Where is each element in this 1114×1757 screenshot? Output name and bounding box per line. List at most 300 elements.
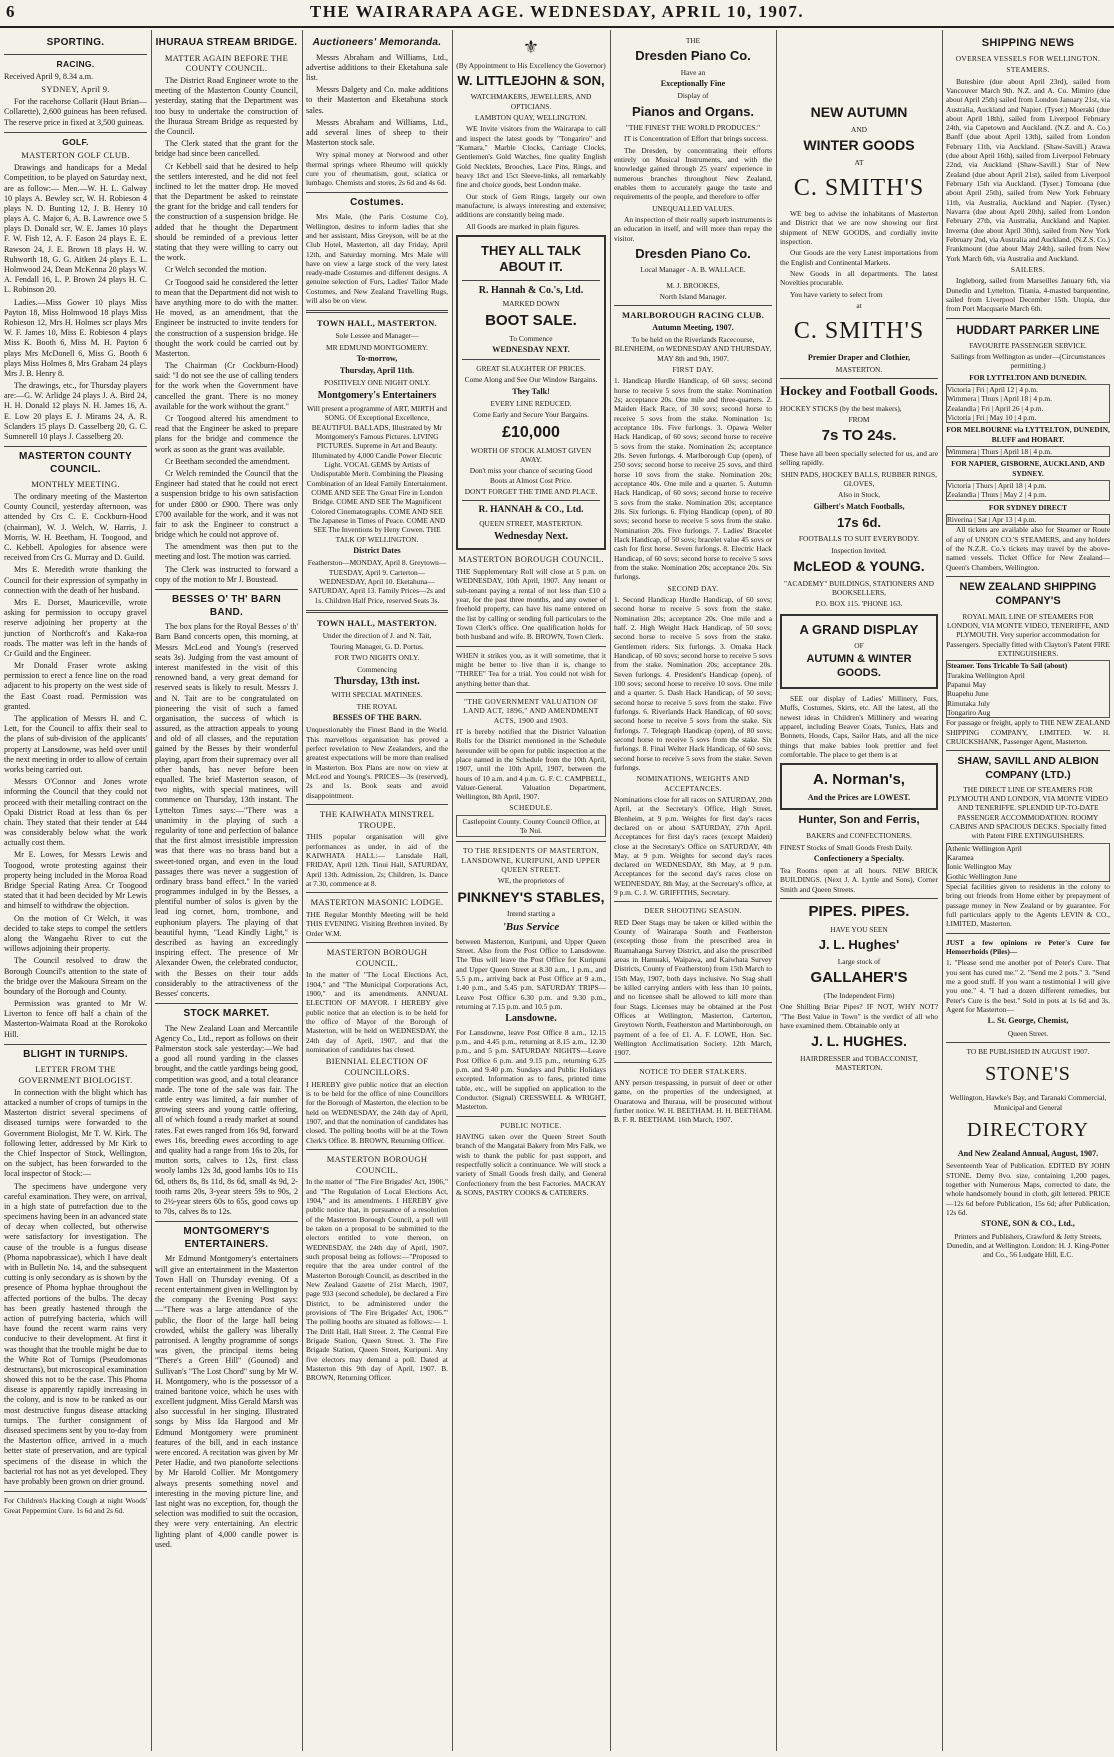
ad-body: All tickets are available also for Steamer or Route of any of UNION CO.'S STEAMERS, and any holders of the N.Z.R. Co.'s tickets may travel by the above-named vessels. Ticket Office for New Zealand—Queen's Chambers, Wellington. [946,525,1110,572]
ad-line: FROM [848,414,870,424]
ad-body: 1. "Please send me another pot of Peter's Cure. That you sent has cured me." 2. "Send me 2 pots." 3. "Send me a good stuff. If you want a testimonial I will give you one." 4. "I had a dozen different remedies, but Peter's Cure is the best." Sold in pots at 1s 6d and 3s. Agent for Masterton— [946,958,1110,1015]
article-headline: BESSES O' TH' BARN BAND. [171,594,282,618]
sailing-table [946,446,1110,457]
ad-line: Display of [677,91,709,101]
ad-line: (By Appointment to His Excellency the Governor) [456,60,606,70]
grand-display-box [780,614,938,689]
divider [946,318,1110,319]
ad-body: Our Goods are the very Latest importations from the English and Continental Markets. [780,248,938,267]
ad-line: £10,000 [502,423,560,441]
ad-line: WE, the proprietors of [497,876,565,886]
paragraph: Cr Toogood altered his amendment to read that the Engineer be asked to prepare plans for the bridge and commence the work as soon as the grant was available. [155,414,298,454]
sailing-table [946,660,1110,718]
ad-heading: TOWN HALL, MASTERTON. [317,318,437,329]
ad-line: EVERY LINE REDUCED. [490,398,572,408]
ad-body: These have all been specially selected for us, and are selling rapidly. [780,449,938,468]
ad-line: TO BE PUBLISHED IN AUGUST 1907. [966,1046,1090,1056]
divider [306,892,448,893]
divider [462,359,600,360]
ad-title: DIRECTORY [967,1119,1089,1142]
ad-line: FOR SYDNEY DIRECT [988,502,1068,512]
sailing-table [946,384,1110,423]
notice-heading: MASTERTON BOROUGH COUNCIL. [458,554,604,565]
ad-line: Confectionery a Specialty. [813,853,905,863]
ad-body: between Masterton, Kuripuni, and Upper Queen Street. Also from the Post Office to Lansdowne. The 'Bus will leave the Post Office for Kuripuni and Upper Queen Street at 8.30 a.m., 1 p.m., and 5.5 p.m., arriving back at Post Office at 9 a.m., 1.40 p.m., and 5.45 p.m. SATURDAY TRIPS—Leave Post Office 6.30 p.m. and 9.30 p.m., returning at 7.15 p.m. and 10.5 p.m. [456,936,606,1011]
notice-heading: BIENNIAL ELECTION OF COUNCILLORS. [325,1056,429,1078]
table-row: Ruapehu June [947,689,989,699]
ad-body: Unquestionably the Finest Band in the World. This marvellous organisation has proved a perfect revelation to New Zealanders, and the greatest expectations will be more than realised in Masterton. Box Plans are now on view at McLeod and Young's. PRICES—3s (reserved), 2s and 1s. Book seats and avoid disappointment. [306,725,448,800]
ad-line: THE ROYAL [356,701,398,711]
ad-body: The Dresden, by concentrating their efforts entirely on Musical Instruments, and with the knowledge gained through 25 years' experience in numerous branches throughout New Zealand, enables them to accurately gauge the taste and requirements of the people, and therefore to offer [614,145,772,202]
paragraph: Mr Donald Fraser wrote asking permission to erect a fence line on the road adjacent to his property on the west side of the East Coast road. Permission was granted. [4,661,147,711]
ad-title: THEY ALL TALK ABOUT IT. [481,242,581,275]
ad-body: HOCKEY STICKS (by the best makers), [780,403,902,413]
column-rule [776,30,777,1751]
column-rule [452,30,453,1751]
ad-heading: MARLBOROUGH RACING CLUB. [621,310,765,321]
ad-line: HAVE YOU SEEN [830,924,888,934]
column-rule [302,30,303,1751]
section-heading: SHIPPING NEWS [981,37,1075,49]
ad-line: They Talk! [512,386,550,396]
ad-title: Dresden Piano Co. [635,48,751,64]
ad-line: Come Early and Secure Your Bargains. [473,410,589,420]
notice-body: In the matter of "The Local Elections Act, 1904," and "The Municipal Corporations Act, 1900," and its amendments. ANNUAL ELECTION OF MAYOR. I HEREBY give public notice that an election is to be held for the office of Mayor of the Borough of Masterton, will be held on WEDNESDAY, the 24th day of April, 1907, and that the nomination of candidates has closed. [306,970,448,1055]
column-4 [456,34,606,1751]
ad-line: MR EDMUND MONTGOMERY. [326,342,428,352]
paragraph: The specimens have undergone very careful examination. They were, on arrival, in a high state of putrefaction due to the specimens having been in an advanced state of decay when collected, but otherwise were satisfactory for investigation. The cause of the trouble is a fungus disease (Phoma napobrassicae), which I have dealt with in Bulletin No. 14, and the subsequent cutting is only secondary as is shown by the presence of Phoma hyphae throughout the affected portions of the bulbs. The decay has been greatly hastened through the action of putrefying bacteria, which will have found the recent warm rains very conducive to their development. At first it was thought that the trouble might be due to the White Rot of Turnips (Pseudomonas destructans), but microscopical examination showed this not to be the case. This Phoma disease is apparently rapidly increasing in the colony, and is now to be ranked as our most destructive fungus disease attacking turnips. The further consignment of diseased specimens sent by you to-day from the Masterton office, arrived in a much better state of preservation, and are typical specimens of the disease in which the bacterial rot has not as yet developed. They have probably been grown on drier ground. [4,1181,147,1486]
ad-line: Wednesday Next. [494,530,568,542]
table-row: Victoria | Fri | May 10 | 4 p.m. [947,413,1037,423]
column-6 [780,34,938,1751]
divider [155,1221,298,1222]
page-number: 6 [6,2,15,21]
section-subheading: GOLF. [62,136,89,147]
ad-subtitle: District Dates [353,546,401,556]
ad-body: WE Invite visitors from the Wairarapa to call and inspect the latest goods by "Tongariro" and "Kumara." Marble Clocks, Carriage Clocks, Gentlemen's Gold Watches, fine quality English Gold Necklets, Brooches, Lace Pins, Rings, and heavy 18ct and 15ct Sleeve-links, all remarkably fine and choice goods, best London make. [456,124,606,190]
ad-body: ROYAL MAIL LINE OF STEAMERS FOR LONDON, VIA MONTE VIDEO, TENERIFFE, AND PLYMOUTH. Very superior accommodation for Passengers. Specially fitted with Clayton's Patent FIRE EXTINGUISHERS. [946,611,1110,659]
ad-line: Intend starting a [506,909,556,919]
article-subtitle: LETTER FROM THE GOVERNMENT BIOLOGIST. [18,1064,133,1086]
article-headline: STOCK MARKET. [183,1008,270,1020]
divider [946,576,1110,577]
paragraph: Buteshire (due about April 23rd), sailed from Vancouver March 9th. N.Z. and A. Co. Mimiro (due about April 25th) sailed from London January 21st, via Australia, Auckland and Napier. (Tyser.) Moeraki (due about April 18th), sailed from Liverpool February 24th, via Capetown and Auckland. (N.Z. and A. Co.) Banff (due about April 13th), sailed from London February 11th, via Auckland. (Shaw-Savill.) Arawa (due about April 16th), sailed from Liverpool February 22nd, via Auckland (Shaw-Savill.) Star of New Zealand (due about April 21st), sailed from Liverpool February 15th via Auckland. (Tyser.) Tomoana (due about April 25th), sailed from New York February 11th, via Australia, Auckland and Napier. (Tyser.) Navarra (due about April 20th), sailed from London February 27th, via Australia, Auckland and Napier. Inverna (due about April 30th), sailed from New York February 2nd, via Australia and Auckland. (N.Z.S. Co.) Frankmount (due about May 24th), sailed from New York March 6th, via Australia and Auckland. [946,76,1110,263]
sailing-table [946,514,1110,525]
ad-body: THE DIRECT LINE OF STEAMERS FOR PLYMOUTH AND LONDON, VIA MONTE VIDEO AND TENERIFFE. SPLENDID UP-TO-DATE PASSENGER ACCOMMODATION. ROOMY CABINS AND SPACIOUS DECKS. Specially fitted with Patent FIRE EXTINGUISHERS. [948,784,1108,841]
table-header: Steamer. Tons Tricable To Sail (about) [947,661,1068,671]
column-rule [610,30,611,1751]
notice-heading: SCHEDULE. [509,803,553,813]
notice-body: In the matter of "The Fire Brigades' Act, 1906," and "The Regulation of Local Elections Act, 1904," and its amendments. I HEREBY give public notice that, in pursuance of a resolution of the Masterton Borough Council, a poll will be taken on a proposal to be submitted to the electors entitled to vote thereon, on WEDNESDAY, the 24th day of April, 1907, such proposal being as follows:—"Proposed to require that the area under control of the Masterton Borough Council, as described in the New Zealand Gazette of 21st March, 1907, page 933 (second schedule), be declared a Fire District, to be administered under the provisions of 'The Fire Brigades' Act, 1906.'" The polling booths are situated as follows:— 1. The Drill Hall, Hall Street. 2. The Central Fire Brigade Station, Queen Street. 3. The Fire Brigade Station, Queen Street, Kuripuni. Any five electors may demand a poll. Dated at Masterton this 9th day of April, 1907. B. BROWN, Returning Officer. [306,1177,448,1383]
ad-heading: THE KAIWHATA MINSTREL TROUPE. [319,808,435,830]
ad-body: One Shilling Briar Pipes? IF NOT, WHY NOT? "The Best Value in Town" is the verdict of all who have examined them. Obtainable only at [780,1002,938,1030]
ad-line: FOR MELBOURNE via LYTTELTON, DUNEDIN, BLUFF and HOBART. [946,425,1110,444]
ad-title: Dresden Piano Co. [635,245,751,261]
table-row: Papanui May [947,680,987,690]
table-row: Victoria | Fri | April 12 | 4 p.m. [947,385,1039,395]
paragraph: Mrs E. Dorset, Mauriceville, wrote asking for permission to occupy gravel reserve adjoining her property at the junction of Northcroft's and Kaka-roa roads. The matter was left in the hands of Cr Guild and the Engineer. [4,597,147,658]
table-row: Athenic Wellington April [947,843,1022,853]
ad-title: J. L. Hughes' [818,937,900,953]
divider [4,1044,147,1045]
paragraph: The ordinary meeting of the Masterton County Council, yesterday afternoon, was attended by Crs C. E. Cockburn-Hood (chairman), W. J. Welch, W. Harris, J. Morris, W. H. Beetham, H. Toogood, and C. Kebbell. Apologies for absence were received from Crs G. Murray and D. Guild. [4,492,147,563]
table-row: Riverina | Sat | Apr 13 | 4 p.m. [947,515,1037,525]
ad-title: McLEOD & YOUNG. [793,557,925,574]
section-subheading: OVERSEA VESSELS FOR WELLINGTON. [955,53,1101,63]
ad-line: Under the direction of J. and N. Tait, [322,630,432,640]
ad-line: OF [854,640,864,650]
table-row: Wimmera | Thurs | April 18 | 4 p.m. [947,394,1052,404]
ad-line: SHIN PADS, HOCKEY BALLS, RUBBER RINGS, GLOVES, [781,469,937,489]
article-headline: IHURAUA STREAM BRIDGE. [155,37,298,48]
divider [306,804,448,805]
ad-line: WEDNESDAY NEXT. [492,344,570,354]
divider [462,500,600,501]
notice-body: I HEREBY give public notice that an election is to be held for the office of nine Councillors for the Borough of Masterton, the election to be held on WEDNESDAY, the 24th day of April, 1907, and that the nomination of candidates has closed. The polling booths will be at the Town Clerk's Office. B. BROWN, Returning Officer. [306,1079,448,1145]
divider [306,610,448,613]
paragraph: Cr Kebbell said that he desired to help the settlers interested, and he did not feel inclined to let the matter drop. He moved that the Department be asked to reinstate the grant for the bridge and call tenders for the construction of a suspension bridge. He added that he thought the Department should be reminded of a previous letter stating that they were willing to carry out the work. [155,161,298,263]
ad-body: Special facilities given to residents in the colony to bring out friends from Home either by prepayment of passage money in New Zealand or by guarantee. For full particulars apply to the Agents LEVIN & CO., LIMITED, Masterton. [946,882,1110,929]
ad-title: NEW ZEALAND SHIPPING COMPANY'S [959,581,1097,607]
paragraph: For the racehorse Collarit (Haut Brian—Collarette), 2,600 guineas has been refused. The reserve price in fixed at 3,500 guineas. [4,97,147,127]
paragraph: The application of Messrs H. and C. Lett, for the Council to affix their seal to the plans of sub-division of the applicants' property at Lansdowne, was held over until the next meeting in order to allow of certain works being carried out. [4,714,147,774]
divider [614,1062,772,1063]
ad-line: BESSES OF THE BARN. [332,713,422,723]
schedule-row: Castlepoint County. County Council Office, at Te Nui. [456,815,606,838]
ad-line: Commencing [357,664,397,674]
divider [306,192,448,193]
paragraph: The amendment was then put to the meeting and lost. The motion was carried. [155,542,298,562]
section-subheading: STEAMERS. [1006,65,1050,75]
divider [456,841,606,842]
ad-line: Large stock of [837,956,881,966]
paragraph: The Council resolved to draw the Borough Council's attention to the state of the bridge over the Makoura Stream on the boundary of the Borough and County. [4,956,147,996]
ad-body: THE Regular Monthly Meeting will be held THIS EVENING. Visiting Brethren invited. By Order W.M. [306,910,448,938]
ad-line: DON'T FORGET THE TIME AND PLACE. [464,487,598,497]
ad-line: Thursday, 13th inst. [334,675,420,687]
column-3 [306,34,448,1751]
ad-body: Nominations close for all races on SATURDAY, 20th April, at the Secretary's Office, High Street, Blenheim, at 9 p.m. Weights for first day's races declared on or about SATURDAY, 27th April. Acceptances for first day's races (except Maiden) close at the Secretary's Office on SATURDAY, 4th May, at 9 p.m. Weights for second day's races declared on WEDNESDAY, 8th May, at 9 p.m. Acceptances for the second day's races close on WEDNESDAY, 8th May, at the Secretary's office, at 9 p.m. C. J. W. GRIFFITHS, Secretary. [614,794,772,898]
section-subheading: RACING. [56,58,95,69]
masthead [0,0,1114,28]
ad-line: Also in Stock, [837,490,881,500]
ad-title: Pianos and Organs. [631,103,755,119]
ad-title: AUTUMN & WINTER GOODS. [806,653,912,680]
ad-body: JUST a few opinions re Peter's Cure for Hemorrhoids (Piles)— [946,937,1110,957]
ad-body: THIS popular organisation will give performances as under, in aid of the KAIWHATA HALL:— Lansdale Hall, FRIDAY, April 12th. Tinui Hall, SATURDAY, April 13th. Admission, 2s; Children, 1s. Dance at 7.30, commence at 8. [306,832,448,888]
divider [780,378,938,379]
ad-body: Our stock of Gem Rings, largely our own manufacture, is always interesting and extensive; additions are constantly being made. [456,191,606,220]
table-row: Wimmera | Thurs | April 18 | 4 p.m. [947,447,1052,457]
section-heading: SPORTING. [46,37,105,48]
divider [462,280,600,281]
ad-title: SHAW, SAVILL AND ALBION COMPANY (LTD.) [957,755,1099,781]
ad-line: To Commence [509,333,553,343]
ad-line: MASTERTON. [835,364,883,374]
divider [306,310,448,313]
column-rule [151,30,152,1751]
divider [946,1042,1110,1043]
ad-body: Seventeenth Year of Publication. EDITED BY JOHN STONE. Demy 8vo. size, containing 1,200 pages, together with Numerous Maps, corrected to date, the whole handsomely bound in cloth, gilt lettered. PRICE—12s 6d before Publication, 15s 6d; after Publication, 12s 6d. [946,1161,1110,1218]
paragraph: Messrs O'Connor and Jones wrote informing the Council that they could not proceed with their metalling contract on the Opaki District Road at less than 6s per chain. They stated that their tender at £44 was considerably below what the work actually cost them. [4,777,147,848]
ad-line: And the Prices are LOWEST. [807,793,911,803]
article-headline: Auctioneers' Memoranda. [312,37,442,48]
ad-title: PIPES. PIPES. [808,903,910,921]
ad-line: WATCHMAKERS, JEWELLERS, AND OPTICIANS. [470,92,592,111]
paragraph: On the motion of Cr Welch, it was decided to take steps to compel the settlers along the Wangaehu River to cut the willows adjoining their property. [4,913,147,954]
ad-subtitle: Autumn Meeting, 1907. [652,322,734,332]
paragraph: The box plans for the Royal Besses o' th' Barn Band concerts open, this morning, at Messrs McLeod and Young's (reserved seats 3s). Judging from the vast amount of interest manifested in the visit of this renowned band, a very great demand for reserved seats is likely to result. Messrs J. and N. Tait are to be congratulated on pioneering the visit of such a famed organisation, the success of which is assured, as the attraction appeals to young and old of all classes, and the reputation gained by the Besses by their wonderful playing, apart from their supremacy over all other bands, has never before been equalled. The brief Masterton season, of two nights, with special matinees, will commence on Thursday, 13th instant. The Lyttelton Times says:—"There was a unanimity in the playing of such a regularity of tone and perfection of balance that the first almost irresistible impression was that there was no brass band but a sweet-toned organ, and even in the loud passages there was never a suggestion of ordinary brass band effect." In the varied programmes indulged in by the Besses, a plentiful number of solos is given by the lead ing cornet, horn, trombone, and euphonium players. The playing of that beautiful hymn, "Lead Kindly Light," is described as having an exceedingly inspiring effect. The presence of Mr Alexander Owen, the celebrated conductor, with the Besses on their tour adds considerably to the attractiveness of the Besses' concerts. [155,622,298,998]
norman-box [780,763,938,810]
divider [4,54,147,55]
ad-title: HUDDART PARKER LINE [956,322,1100,337]
ad-title: Montgomery's Entertainers [317,389,437,401]
ad-line: QUEEN STREET, MASTERTON. [479,519,583,529]
ad-subtitle: FIRST DAY. [672,365,714,375]
paragraph: Permission was granted to Mr W. Liverton to fence off half a chain of the Masterton-Waimata Road at the Rorokoko Hill. [4,999,147,1039]
ad-line: Gilbert's Match Footballs, [813,501,905,511]
paragraph: Mrs Male, (the Paris Costume Co), Wellington, desires to inform ladies that she and her assistant, Miss Greyson, will be at the Club Hotel, Masterton, all day Friday, April 12th, and Saturday morning. Mrs Male will have on view a large stock of the very latest ready-made Costumes and different designs. A genuine selection of Furs, Ladies' Tailor Made Costumes, and New Zealand Travelling Rugs, will also be on view. [306,212,448,306]
ad-title: WINTER GOODS [803,136,915,153]
table-row: Zealandia | Fri | April 26 | 4 p.m. [947,403,1044,413]
ad-body: 1. Handicap Hurdle Handicap, of 60 sovs; second horse to receive 5 sovs from the stake. Nomination 2s; acceptance 20s. One mile and three-quarters. 2. Maiden Hack Race, of 30 sovs; second horse to receive 5 sovs from the stake. Nomination 1s; acceptance 10s. Five furlongs. 3. Opawa Welter Hack Handicap, of 60 sovs; second horse to receive 5 sovs from the stake. Nomination 2s; acceptance 20s. Seven furlongs. 4. Marlborough Cup (open), of 250 sovs; second horse to receive 25 sovs, and third horse 10 sovs from the stake. Nomination 20s; acceptance 40s. One mile and a quarter. 5. Autumn Hack Handicap, of 60 sovs; second horse to receive 5 sovs from the stake. Nomination 20s; acceptance 20s. Six furlongs. 6. Flying Handicap (open), of 80 sovs; second horse to receive 5 sovs from the stake. Nomination 20s. Five furlongs. 7. Ladies' Bracelet Hack Handicap, of 50 sovs; bracelet value 45 sovs or cash for first horse. Seven furlongs. 8. Electric Hack Handicap, of 60 sovs; second horse to receive 5 sovs from the stake. Nomination 20s; acceptance 20s. Six furlongs. [614,376,772,582]
ad-subtitle: NOMINATIONS, WEIGHTS AND ACCEPTANCES. [636,774,750,793]
column-2 [155,34,298,1751]
ad-title: A. Norman's, [813,771,905,789]
ad-body: Printers and Publishers, Crawford & Jetty Streets, Dunedin, and at Wellington. London: H. J. King-Potter and Co., 56 Ludgate Hill, E.C. [946,1231,1110,1260]
ad-line: Don't miss your chance of securing Good Boots at Almost Cost Price. [469,466,593,485]
paragraph: Cr Welch reminded the Council that the Engineer had stated that he could not erect a suspension bridge to his own satisfaction for under £800 or £900. There was only £700 available for the work, and it was not fair to ask the Engineer to construct a bridge which he could not approve of. [155,468,298,540]
column-7 [946,34,1110,1751]
ad-line: Wellington, Hawke's Bay, and Taranaki Commercial, Municipal and General [949,1093,1107,1112]
paragraph: The District Road Engineer wrote to the meeting of the Masterton County Council, yesterday, stating that the Department was too busy to undertake the construction of the Ihuraua Stream Bridge as requested by the Council. [155,76,298,136]
ad-heading: TOWN HALL, MASTERTON. [317,617,437,628]
paragraph: The Clerk stated that the grant for the bridge had since been cancelled. [155,139,298,159]
divider [946,750,1110,751]
ad-line: THE [685,36,701,45]
ad-line: POSITIVELY ONE NIGHT ONLY. [324,378,430,388]
table-row: Gothic Wellington June [947,871,1017,881]
ad-line: "ACADEMY" BUILDINGS, STATIONERS AND BOOKSELLERS, [784,578,934,597]
divider [4,446,147,447]
ad-body: SEE our display of Ladies' Millinery, Furs, Muffs, Costumes, Skirts, etc. All the latest, all the newest ideas in Children's Millinery and wearing apparel, including Beaver Coats, Tunics, Hats and Bonnets, Hoods, Caps, Sailor Hats, and all the nice things that make babies look prettier and feel comfortable. The place to get them is at [780,693,938,759]
notice-heading: DEER SHOOTING SEASON. [644,906,742,916]
ad-body: Featherston—MONDAY, April 8. Greytown—TUESDAY, April 9. Carterton—WEDNESDAY, April 10. Eketahuna—SATURDAY, April 13. Family Prices—2s and 1s. Children Half Price, reserved Seats 3s. [307,558,447,605]
ad-title: STONE'S [985,1063,1071,1086]
ad-body: Tea Rooms open at all hours. NEW BRICK BUILDINGS. (Next J. A. Lyttle and Sons), Corner Smith and Queen Streets. [780,866,938,894]
ad-line: AT [854,157,864,167]
ad-line: (The Independent Firm) [823,990,895,1000]
sailing-table [946,843,1110,882]
ad-line: FOR NAPIER, GISBORNE, AUCKLAND, AND SYDNEY. [951,459,1105,478]
paragraph: Cr Beetham seconded the amendment. [165,456,290,466]
ad-title: C. SMITH'S [793,174,925,201]
ad-line: Inspection Invited. [831,545,887,555]
table-row: Karamea [947,853,974,863]
ad-line: Queen Street. [1007,1028,1049,1038]
ad-line: WORTH OF STOCK ALMOST GIVEN AWAY. [470,445,592,465]
ad-line: L. St. George, Chemist, [987,1016,1069,1026]
ad-body: IT is Concentration of Effort that brings success. [624,134,768,144]
article-headline: BLIGHT IN TURNIPS. [23,1048,128,1060]
notice-heading: NOTICE TO DEER STALKERS. [639,1066,747,1076]
divider [614,901,772,902]
ad-title: Hockey and Football Goods. [780,383,938,399]
notice-body: ANY person trespassing, in pursuit of deer or other game, on the properties of the undersigned, at Ouaratowa and Ihuraua, will be prosecuted without further notice. W. H. BEETHAM. H. H. BEETHAM. B. F. R. BEETHAM. 16th March, 1907. [614,1078,772,1125]
article-subtitle: MATTER AGAIN BEFORE THE COUNTY COUNCIL. [164,52,289,74]
column-1 [4,34,147,1751]
ad-line: Local Manager - A. B. WALLACE. [640,265,746,275]
ad-line: STONE, SON & CO., Ltd., [981,1219,1075,1229]
ad-line: at [856,301,862,311]
notice-heading: MASTERTON BOROUGH COUNCIL. [326,1154,428,1175]
ad-line: P.O. BOX 115. 'PHONE 163. [815,599,903,609]
article-headline: MONTGOMERY'S ENTERTAINERS. [183,1226,270,1250]
ad-line: Premier Draper and Clothier, [807,352,911,362]
ad-body: For Lansdowne, leave Post Office 8 a.m., 12.15 p.m., and 4.45 p.m., returning at 8.15 a.m., 12.30 p.m., and 5 p.m. SATURDAY NIGHTS—Leave Post Office 6 p.m. and 9.15 p.m., returning 6.25 p.m. and 9.40 p.m. Sundays and Public Holidays excepted. Information as to fares, printed time table, etc., will be supplied on application to the Conductor. (Signal) CRESSWELL & WRIGHT, Masterton. [456,1027,606,1112]
column-rule [942,30,943,1751]
table-row: Tongariro Aug [947,708,991,718]
dateline: SYDNEY, April 9. [41,84,110,95]
ad-price: 7s TO 24s. [821,427,897,445]
notice-heading: MASTERTON BOROUGH COUNCIL. [326,947,428,968]
paragraph: The drawings, etc., for Thursday players are:—G. W. Arlidge 24 plays J. A. Bird 24, H. H. Donald 12 plays N. H. James 16, A. E. Low 20 plays E. J. Mirams 24, A. R. Sclanders 15 plays D. Casselberg 20, G. C. Sumnerell 10 plays J. Casselberg 20. [4,381,147,442]
ad-body: For passage or freight, apply to THE NEW ZEALAND SHIPPING COMPANY, LIMITED. W. H. CRUICKSHANK, Passenger Agent, Masterton. [946,718,1110,747]
ad-line: Touring Manager, G. D. Portus. [330,641,424,651]
ad-title: PINKNEY'S STABLES, [457,888,605,905]
divider [946,933,1110,934]
ad-line: AND [850,124,867,134]
paragraph: Drawings and handicaps for a Medal Competition, to be played on Saturday next, are as follow:— Men.—W. H. L. Galway 10 plays A. Bewley scr, W. H. Robieson 4 plays N. D. Bunting 12, J. B. Henry 10 plays A. C. Major 6, A. B. Lawrence owe 5 plays D. Donald scr, W. E. James 10 plays F. W. Fish 12, A. F. Eason 24 plays E. E. Rawson 24, J. E. Brown 18 plays H. W. Ruhworth 18, G. G. Aitken 24 plays E. L. Holmwood 24, Dean McKenna 20 plays W. A. Fendall 16, L. P. Brown 24 plays H. C. L. Robinson 20. [4,163,147,295]
ad-body: An inspection of their really superb instruments is an education in itself, and will more than repay the visitor. [614,214,772,243]
paragraph: Cr Toogood said he considered the letter to mean that the Department did not wish to have anything more to do with the matter. He moved, as an amendment, that the Engineer be instructed to invite tenders for the construction of a suspension bridge. He thought the work could be carried out by Masterton. [155,277,298,358]
table-row: Ionic Wellington May [947,862,1012,872]
ad-body: All Goods are marked in plain figures. [466,221,580,231]
ad-line: UNEQUALLED VALUES. [652,203,734,213]
section-subheading: SAILERS. [1010,265,1046,275]
divider [155,1003,298,1004]
article-headline: MASTERTON COUNTY COUNCIL. [19,451,132,475]
divider [306,1149,448,1150]
ad-title: NEW AUTUMN [810,104,908,120]
ad-line: To-morrow, [356,353,398,363]
ad-body: Will present a programme of ART, MIRTH and SONG. Of Exceptional Excellence, BEAUTIFUL BALLADS, Illustrated by Mr Montgomery's Famous Pictures. LIVING PICTURES. Supreme in Art and Beauty. Illuminated by 4,000 Candle Power Electric Light. VOCAL GEMS by Artists of Undisputable Merit. Combining the Pleasing Combination of an Ideal Family Entertainment. COME AND SEE The Great Fire in London Bridge. COME AND SEE The Magnificent Colored Cinematographs. COME AND SEE The Japanese in Times of Peace. COME AND SEE The Inventions by Heny Cowen. THE TALK OF WELLINGTON. [306,404,448,544]
ad-line: MARKED DOWN [502,299,560,309]
article-subtitle: MASTERTON GOLF CLUB. [21,150,130,161]
ad-body: To be held on the Riverlands Racecourse, BLENHEIM, on WEDNESDAY AND THURSDAY, MAY 8th and 9th, 1907. [614,335,772,363]
divider [4,132,147,133]
ad-line: BAKERS and CONFECTIONERS. [806,831,912,841]
divider [4,1491,147,1492]
paragraph: The New Zealand Loan and Mercantile Agency Co., Ltd., report as follows on their Palmerston stock sale yesterday:—We had a good all round yarding in the classes brought, and the cattle yardings being good, competition was good, and a total clearance made. The tone of the sale was fair. The cattle entry was limited, a fair number of growing steers and young cattle offering, all of which found a ready market at sound rates. Fat ewes ranged from 16s 9d, forward ewes 16s, breeding ewes according to age and quality had a range from 16s to 20s, for mutton sorts, calves to 12s, first class wooly lambs 12s 3d, good lambs 10s to 11s 6d, others 8s, 8s 11d, 8s 6d, small 4s 9d, 2-tooth rams 20s, 3-year steers 59s to 90s, 2 to 2½-year steers 60s to 65s, good cows up to 70s, calves 8s to 12s. [155,1023,298,1217]
notice-body: RED Deer Stags may be taken or killed within the County of Wairarapa South and Featherston (excepting those from the prescribed area in Ruamahanga Survey District, and also the prescribed areas in Hamuaki, Waipawa, and Kaiwhata Survey Districts, County of Featherston) from 15th March to 15th May, 1907, both days inclusive. No Stag shall be killed carrying antlers with less than 10 points, and no licensee shall be allowed to kill more than four Stags. Licenses may be obtained at the Post Offices at Wellington, Masterton, Carterton, Greytown North, Featherston and Martinborough, on payment of a fee of £1. A. F. LOWE, Hon. Sec. Wellington Acclimatisation Society. 12th March, 1907. [614,917,772,1058]
ad-line: Come Along and See Our Window Bargains. [464,375,598,385]
ad-subtitle: Lansdowne. [505,1013,557,1025]
hannah-advertisement [456,235,606,550]
notice-heading: "THE GOVERNMENT VALUATION OF LAND ACT, 1896," AND AMENDMENT ACTS, 1900 and 1903. [463,696,599,725]
ad-title: W. LITTLEJOHN & SON, [457,73,605,88]
ad-line: And New Zealand Annual, August, 1907. [957,1149,1099,1159]
ad-body: You have variety to select from [790,289,883,299]
ad-title: C. SMITH'S [793,318,925,345]
paragraph: Messrs Abraham and Williams, Ltd., add several lines of sheep to their Masterton stock sale. [306,117,448,148]
paragraph: Ingleborg, sailed from Marseilles January 6th, via Dunedin and Lyttelton. Titania, 4-masted barquentine, sailed from Liverpool December 15th. Utopia, due from Port Macquarie March 6th. [946,276,1110,314]
ad-line: WITH SPECIAL MATINEES. [331,690,423,700]
ad-line: GREAT SLAUGHTER OF PRICES. [476,364,586,374]
ad-body: WHEN it strikes you, as it will sometime, that it might be better to live than it is, change to "THREE" Tea for a trial. You could not wish for anything better than that. [456,650,606,688]
column-5 [614,34,772,1751]
paragraph: The Clerk was instructed to forward a copy of the motion to Mr J. Boustead. [155,564,298,584]
ad-title: J. L. HUGHES. [811,1033,907,1050]
ad-heading: MASTERTON MASONIC LODGE. [310,897,444,908]
paragraph: The Chairman (Cr Cockburn-Hood) said: "I do not see the use of calling tenders for the work when the Government have cancelled the grant. There is no money available for the work without the grant." [155,361,298,411]
paragraph: Messrs Dalgety and Co. make additions to their Masterton and Eketahuna stock sales. [306,85,448,115]
notice-body: IT is hereby notified that the District Valuation Rolls for the District mentioned in the Schedule hereunder will be open for public inspection at the place named in the Schedule from the 10th April, 1907, until the 10th April, 1907, between the hours of 10 a.m. and 4 p.m. G. F. C. CAMPBELL, Valuer-General. Valuation Department, Wellington, 8th April, 1907. [456,726,606,802]
ad-line: Exceptionally Fine [660,79,726,89]
table-row: Zealandia | Thurs | May 2 | 4 p.m. [947,490,1047,500]
ad-line: HAIRDRESSER and TOBACCONIST, MASTERTON. [800,1053,918,1073]
paragraph: Mrs E. Meredith wrote thanking the Council for their expression of sympathy in connection with the death of her husband. [4,565,147,595]
ad-line: FOOTBALLS TO SUIT EVERYBODY. [798,534,920,544]
article-subtitle: MONTHLY MEETING. [31,479,120,490]
notice-body: HAVING taken over the Queen Street South branch of the Mangatai Bakery from Mrs Falk, we wish to thank the public for past support, and respectfully solicit a continuance. We will stock a variety of Small Goods fresh daily, and General Confectionery from the best Factories. MACKAY & SONS, PASTRY COOKS & CATERERS. [456,1132,606,1198]
ad-body: New Goods in all departments. The latest Novelties procurable. [780,269,938,288]
paragraph: Mr Edmund Montgomery's entertainers will give an entertainment in the Masterton Town Hall on Thursday evening. Of a recent entertainment given in Wellington by the company the Evening Post says:—"There was a large attendance of the public, the floor of the large hall being crowded, whilst the gallery was liberally patronised. A lengthy programme of songs was given, the principal items being "There's a Green Hill" (Gounod) and Sullivan's "The Lost Chord" sung by Mr W. H. Montgomery, who is the possessor of a trained baritone voice, which he uses with excellent judgment. Miss Gerald Marsh was also successful in her singing. Illustrated songs by Miss Ida Hargood and Mr Edmund Montgomery were prominent features of the bill, and in each instance were encored. A recitation was given by Mr Peter Hadie, and two pianoforte selections by Mr Harold Collier. Mr Montgomery always presents something novel and interesting in the moving picture line, and last night was no exception, for, though the selection was modified to suit the occasion, they were very entertaining. An electric lighting plant of 4,000 candle power is used. [155,1254,298,1549]
ad-line: R. Hannah & Co.'s, Ltd. [478,284,584,296]
ad-heading: TO THE RESIDENTS OF MASTERTON, LANSDOWNE, KURIPUNI, AND UPPER QUEEN STREET. [461,846,601,875]
paragraph: Ladies.—Miss Gower 10 plays Miss Payton 18, Miss Holmwood 18 plays Miss Robieson 12, Mrs H. Holmes scr plays Mrs W. F. James 10, Miss E. Robieson 4 plays Miss K. Booth 6, Miss M. H. Payton 6 plays Mrs McDonell 6, Miss G. Booth 6 plays Miss Holmes 8, Mrs Graham 24 plays Mrs J. B. Henry 8. [4,297,147,378]
ad-line: BOOT SALE. [485,311,577,329]
ad-subtitle: SECOND DAY. [667,583,719,593]
table-row: Turakina Wellington April [947,670,1025,680]
paragraph: Received April 9, 8.34 a.m. [4,72,94,82]
paragraph: In connection with the blight which has attacked a number of crops of turnips in the Masterton district several specimens of diseased turnips were forwarded to the Government Biologist, Mr T. W. Kirk. The following letter, addressed by Mr Kirk to the Chief Inspector of Stock, Wellington, on the subject, has been forwarded to the local inspector of Stock:— [4,1087,147,1179]
ad-line: FOR TWO NIGHTS ONLY. [334,653,420,663]
notice-body: THE Supplementary Roll will close at 5 p.m. on WEDNESDAY, 10th April, 1907. Any tenant or sub-tenant paying a rental of not less than £10 a year, for the past three months, and any owner of freehold property, can have his name entered on the list by calling or sending full particulars to the Town Clerk's office. One qualification holds for both husband and wife. B. BROWN, Town Clerk. [456,566,606,642]
ad-line: M. J. BROOKES, [666,280,720,290]
ad-line: Thursday, April 11th. [339,366,415,376]
paragraph: Messrs Abraham and Williams, Ltd., advertise additions to their Eketahuna sale list. [306,52,448,82]
ad-price: 17s 6d. [836,514,882,530]
ad-title: GALLAHER'S [810,968,908,986]
ad-title: Hunter, Son and Ferris, [798,814,920,827]
table-row: Rimutaka July [947,698,990,708]
advertisement-text: For Children's Hacking Cough at night Woods' Great Peppermint Cure. 1s 6d and 2s 6d. [4,1496,147,1515]
ad-title: A GRAND DISPLAY [799,621,919,637]
ad-body: WE beg to advise the inhabitants of Masterton and District that we are now showing our first shipment of NEW GOODS, and cordially invite inspection. [780,209,938,247]
table-row: Victoria | Thurs | April 18 | 4 p.m. [947,481,1047,491]
ad-line: "THE FINEST THE WORLD PRODUCES." [625,122,761,132]
ad-body: 1. Second Handicap Hurdle Handicap, of 60 sovs; second horse to receive 5 sovs from the stake. Nomination 20s; acceptance 20s. One mile and a half. 2. High Weight Hack Handicap, of 50 sovs; second horse to receive 5 sovs from the stake. Gentlemen riders. Six furlongs. 3. Omaka Hack Handicap, of 60 sovs; second horse to receive 5 sovs from the stake. Nomination 20s; acceptance 20s. Seven furlongs. 4. President's Handicap (open), of 100 sovs; second horse to receive 10 sovs. One mile and a quarter. 5. Dash Hack Handicap, of 50 sovs; second horse to receive 5 sovs from the stake. Five furlongs. 6. Riverlands Hack Handicap, of 60 sovs; second horse to receive 5 sovs from the stake. Six furlongs. 7. Telegraph Handicap (open), of 80 sovs; second horse to receive 5 sovs from the stake. Six furlongs. 8. Final Welter Hack Handicap, of 60 sovs; second horse to receive 5 sovs from the stake. Seven furlongs. [614,594,772,772]
ad-line: Sole Lessee and Manager— [335,331,419,341]
ad-line: FAVOURITE PASSENGER SERVICE. [969,340,1087,350]
divider [614,305,772,306]
ad-line: Sailings from Wellington as under—(Circumstances permitting.) [950,352,1106,371]
royal-crest-icon: ⚜ [522,37,540,57]
ad-line: FOR LYTTELTON AND DUNEDIN. [969,372,1087,382]
sailing-table [946,480,1110,501]
ad-line: 'Bus Service [502,920,560,933]
divider [155,589,298,590]
divider [456,646,606,647]
ad-line: Have an [680,67,706,77]
notice-heading: PUBLIC NOTICE. [500,1120,562,1130]
divider [306,942,448,943]
ad-line: North Island Manager. [659,291,727,301]
article-headline: Costumes. [350,196,404,208]
ad-line: R. HANNAH & CO., Ltd. [478,505,584,516]
paragraph: Wry spinal money at Norwood and other thermal springs where Rheumo will quickly cure you of rheumatism, gout, sciatica or lumbago. Chemists and stores, 2s 6d and 4s 6d. [306,150,448,188]
